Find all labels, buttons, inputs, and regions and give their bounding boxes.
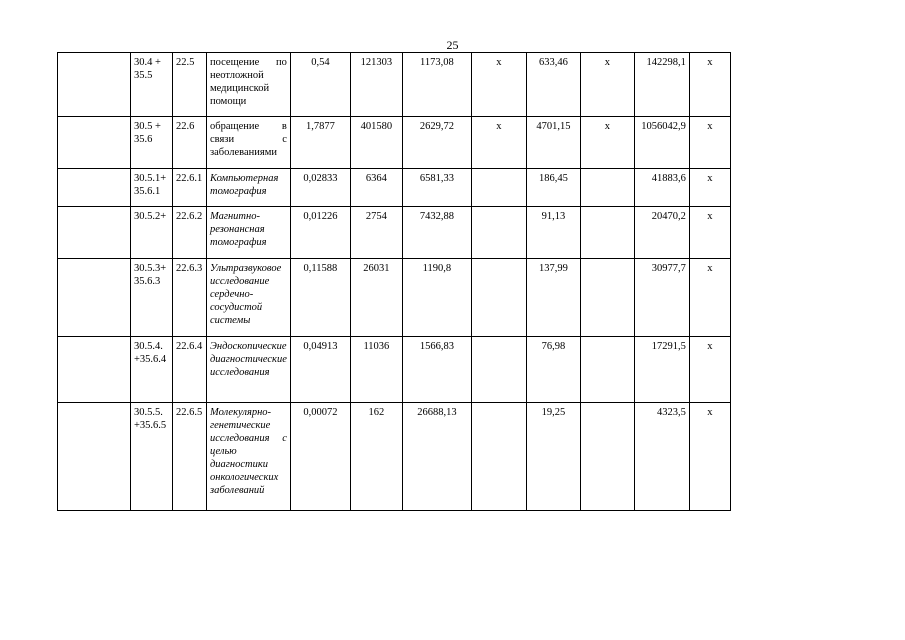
empty-cell xyxy=(58,207,131,259)
value-7-cell: 4323,5 xyxy=(634,403,689,511)
value-1-cell: 0,11588 xyxy=(290,259,350,337)
value-8-cell: x xyxy=(689,169,730,207)
row-name-cell: Эндоскопические диагностические исследования xyxy=(207,337,291,403)
table-row xyxy=(58,403,731,511)
value-4-cell xyxy=(471,337,526,403)
value-1-cell: 1,7877 xyxy=(290,117,350,169)
value-2-cell: 2754 xyxy=(350,207,402,259)
value-2-cell: 6364 xyxy=(350,169,402,207)
value-8-cell: x xyxy=(689,117,730,169)
table-row xyxy=(58,53,731,117)
empty-cell xyxy=(58,403,131,511)
row-code-cell: 30.5.4. +35.6.4 xyxy=(131,337,173,403)
value-6-cell xyxy=(580,403,634,511)
row-code-cell: 30.5.3+ 35.6.3 xyxy=(131,259,173,337)
value-4-cell xyxy=(471,403,526,511)
value-1-cell: 0,01226 xyxy=(290,207,350,259)
value-3-cell: 2629,72 xyxy=(402,117,471,169)
row-name-cell: Компьютерная томография xyxy=(207,169,291,207)
value-3-cell: 1566,83 xyxy=(402,337,471,403)
table-row xyxy=(58,207,731,259)
value-4-cell xyxy=(471,259,526,337)
value-2-cell: 401580 xyxy=(350,117,402,169)
empty-cell xyxy=(58,337,131,403)
value-5-cell: 76,98 xyxy=(526,337,580,403)
value-8-cell: x xyxy=(689,53,730,117)
value-4-cell: x xyxy=(471,53,526,117)
row-subcode-cell: 22.5 xyxy=(173,53,207,117)
value-1-cell: 0,02833 xyxy=(290,169,350,207)
value-8-cell: x xyxy=(689,259,730,337)
value-3-cell: 1173,08 xyxy=(402,53,471,117)
value-3-cell: 26688,13 xyxy=(402,403,471,511)
value-3-cell: 1190,8 xyxy=(402,259,471,337)
value-7-cell: 17291,5 xyxy=(634,337,689,403)
value-8-cell: x xyxy=(689,207,730,259)
row-subcode-cell: 22.6 xyxy=(173,117,207,169)
value-5-cell: 137,99 xyxy=(526,259,580,337)
value-6-cell: x xyxy=(580,53,634,117)
empty-cell xyxy=(58,53,131,117)
value-4-cell: x xyxy=(471,117,526,169)
value-5-cell: 91,13 xyxy=(526,207,580,259)
value-2-cell: 121303 xyxy=(350,53,402,117)
row-subcode-cell: 22.6.3 xyxy=(173,259,207,337)
table-row xyxy=(58,117,731,169)
value-4-cell xyxy=(471,207,526,259)
row-name-cell: Магнитно-резонансная томография xyxy=(207,207,291,259)
row-code-cell: 30.5.1+ 35.6.1 xyxy=(131,169,173,207)
row-name-cell: обращение в связи с заболеваниями xyxy=(207,117,291,169)
value-8-cell: x xyxy=(689,403,730,511)
value-5-cell: 186,45 xyxy=(526,169,580,207)
row-subcode-cell: 22.6.4 xyxy=(173,337,207,403)
value-5-cell: 633,46 xyxy=(526,53,580,117)
value-6-cell xyxy=(580,259,634,337)
value-5-cell: 4701,15 xyxy=(526,117,580,169)
row-code-cell: 30.4 + 35.5 xyxy=(131,53,173,117)
empty-cell xyxy=(58,259,131,337)
value-7-cell: 142298,1 xyxy=(634,53,689,117)
value-8-cell: x xyxy=(689,337,730,403)
value-6-cell: x xyxy=(580,117,634,169)
tariff-table xyxy=(57,52,731,511)
row-code-cell: 30.5.5. +35.6.5 xyxy=(131,403,173,511)
row-name-cell: Ультразвуковое исследование сердечно-сосудистой системы xyxy=(207,259,291,337)
value-6-cell xyxy=(580,337,634,403)
value-1-cell: 0,04913 xyxy=(290,337,350,403)
value-7-cell: 41883,6 xyxy=(634,169,689,207)
table-row xyxy=(58,337,731,403)
value-2-cell: 26031 xyxy=(350,259,402,337)
table-row xyxy=(58,259,731,337)
empty-cell xyxy=(58,169,131,207)
empty-cell xyxy=(58,117,131,169)
value-7-cell: 1056042,9 xyxy=(634,117,689,169)
value-3-cell: 6581,33 xyxy=(402,169,471,207)
value-6-cell xyxy=(580,169,634,207)
page-number: 25 xyxy=(446,38,459,52)
value-3-cell: 7432,88 xyxy=(402,207,471,259)
value-7-cell: 30977,7 xyxy=(634,259,689,337)
table-row xyxy=(58,169,731,207)
row-code-cell: 30.5 + 35.6 xyxy=(131,117,173,169)
row-code-cell: 30.5.2+ xyxy=(131,207,173,259)
row-subcode-cell: 22.6.5 xyxy=(173,403,207,511)
value-2-cell: 11036 xyxy=(350,337,402,403)
value-1-cell: 0,54 xyxy=(290,53,350,117)
value-2-cell: 162 xyxy=(350,403,402,511)
row-name-cell: Молекулярно-генетические исследования с целью диагностики онкологических заболеваний xyxy=(207,403,291,511)
value-1-cell: 0,00072 xyxy=(290,403,350,511)
value-6-cell xyxy=(580,207,634,259)
value-7-cell: 20470,2 xyxy=(634,207,689,259)
value-4-cell xyxy=(471,169,526,207)
row-name-cell: посещение по неотложной медицинской помощи xyxy=(207,53,291,117)
row-subcode-cell: 22.6.1 xyxy=(173,169,207,207)
value-5-cell: 19,25 xyxy=(526,403,580,511)
row-subcode-cell: 22.6.2 xyxy=(173,207,207,259)
